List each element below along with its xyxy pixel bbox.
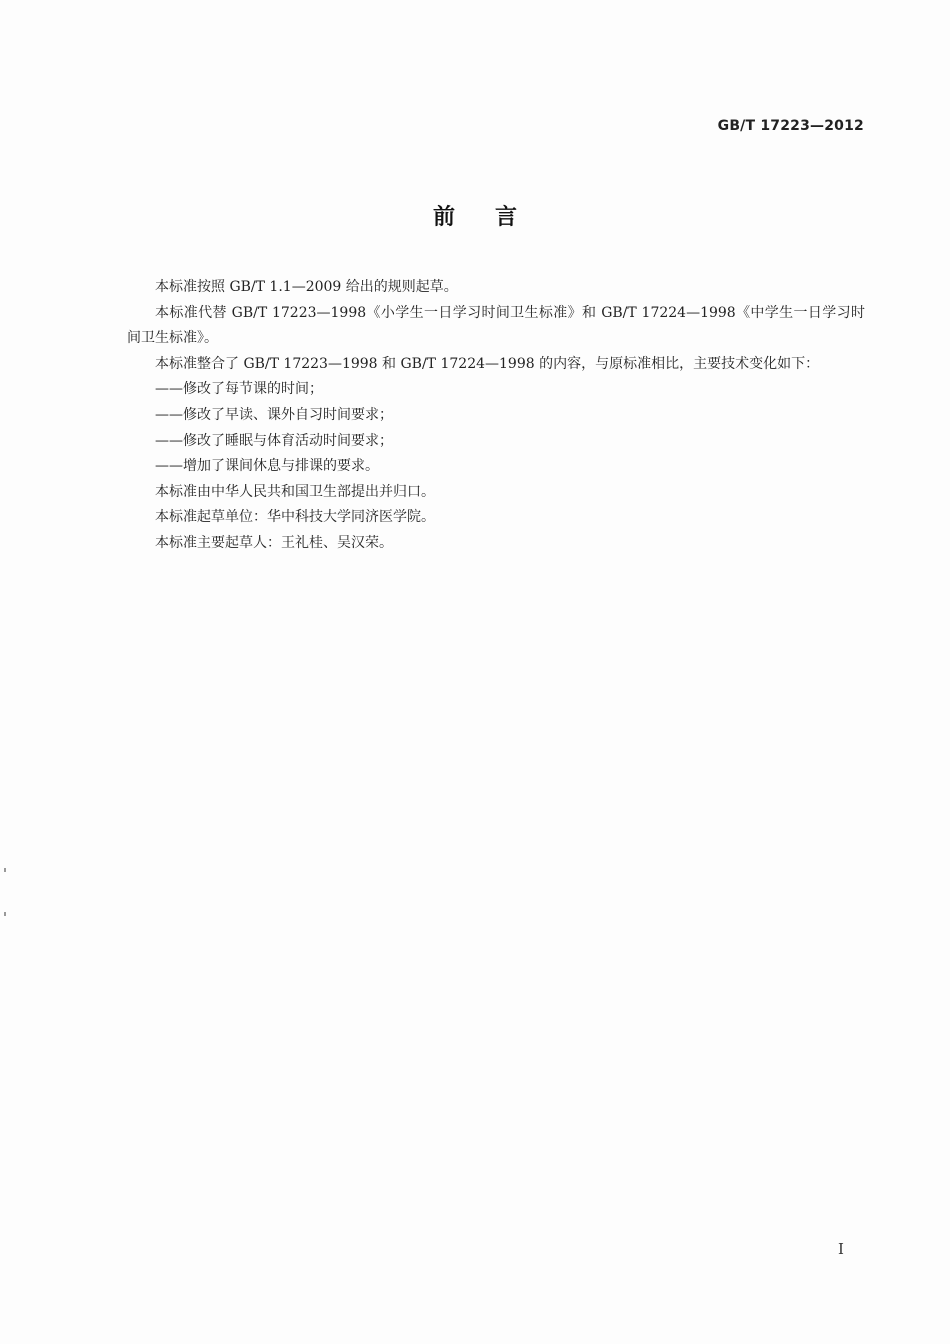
page-title: 前言 — [432, 205, 557, 230]
list-item: ——修改了睡眠与体育活动时间要求； — [155, 432, 393, 449]
preface-body — [127, 275, 865, 557]
list-item: ——修改了每节课的时间； — [155, 381, 323, 398]
list-item: ——修改了早读、课外自习时间要求； — [155, 406, 393, 423]
paragraph-proposer: 本标准由中华人民共和国卫生部提出并归口。 — [155, 483, 435, 500]
list-item: ——增加了课间休息与排课的要求。 — [155, 458, 379, 475]
scan-artifact — [4, 868, 6, 872]
paragraph-changes-intro: 本标准整合了 GB/T 17223—1998 和 GB/T 17224—1998 的内容，与原标准相比，主要技术变化如下： — [155, 355, 820, 372]
paragraph-drafting-rules: 本标准按照 GB/T 1.1—2009 给出的规则起草。 — [155, 279, 458, 295]
scan-artifact — [4, 912, 6, 916]
paragraph-drafting-unit: 本标准起草单位：华中科技大学同济医学院。 — [155, 509, 435, 526]
standard-number: GB/T 17223—2012 — [717, 118, 864, 134]
paragraph-replaces: 本标准代替 GB/T 17223—1998《小学生一日学习时间卫生标准》和 GB/T 17224—1998《中学生一日学习时间卫生标准》。 — [127, 304, 865, 347]
page-number: I — [838, 1240, 844, 1258]
paragraph-drafters: 本标准主要起草人：王礼桂、吴汉荣。 — [155, 534, 393, 551]
